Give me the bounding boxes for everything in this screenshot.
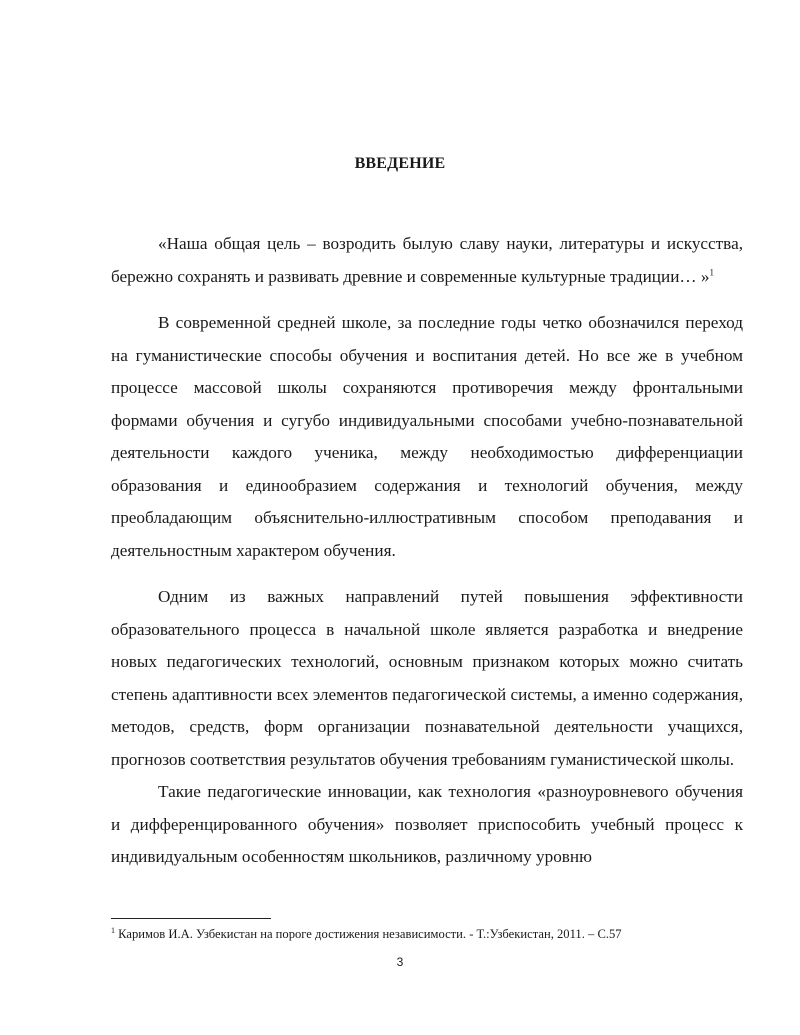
body-paragraph: Такие педагогические инновации, как технология «разноуровневого обучения и дифференцированного обучения» позволяет приспособить учебный процесс к индивидуальным особенностям школьников, различному уровню xyxy=(111,782,743,866)
footnote xyxy=(111,926,751,942)
footnote-reference[interactable]: 1 xyxy=(709,266,714,277)
body-paragraph: В современной средней школе, за последние годы четко обозначился переход на гуманистические способы обучения и воспитания детей. Но все же в учебном процессе массовой школы сохраняются противоречия между фронтальными формами обучения и сугубо индивидуальными способами учебно-познавательной деятельности каждого ученика, между необходимостью дифференциации образования и единообразием содержания и технологий обучения, между преобладающим объяснительно-иллюстративным способом преподавания и деятельностным характером обучения. xyxy=(111,313,743,560)
document-body xyxy=(111,228,743,874)
footnote-text: Каримов И.А. Узбекистан на пороге достижения независимости. - Т.:Узбекистан, 2011. – С.57 xyxy=(115,927,622,941)
footnote-number: 1 xyxy=(111,925,115,935)
body-paragraph: Одним из важных направлений путей повышения эффективности образовательного процесса в начальной школе является разработка и внедрение новых педагогических технологий, основным признаком которых можно считать степень адаптивности всех элементов педагогической системы, а именно содержания, методов, средств, форм организации познавательной деятельности учащихся, прогнозов соответствия результатов обучения требованиям гуманистической школы. xyxy=(111,587,743,769)
quote-paragraph xyxy=(111,228,743,293)
page-title: ВВЕДЕНИЕ xyxy=(354,155,446,172)
footnote-separator xyxy=(111,918,271,919)
page-number: 3 xyxy=(396,955,404,969)
quote-text: «Наша общая цель – возродить былую славу науки, литературы и искусства, бережно сохранять и развивать древние и современные культурные традиции… » xyxy=(111,234,743,286)
